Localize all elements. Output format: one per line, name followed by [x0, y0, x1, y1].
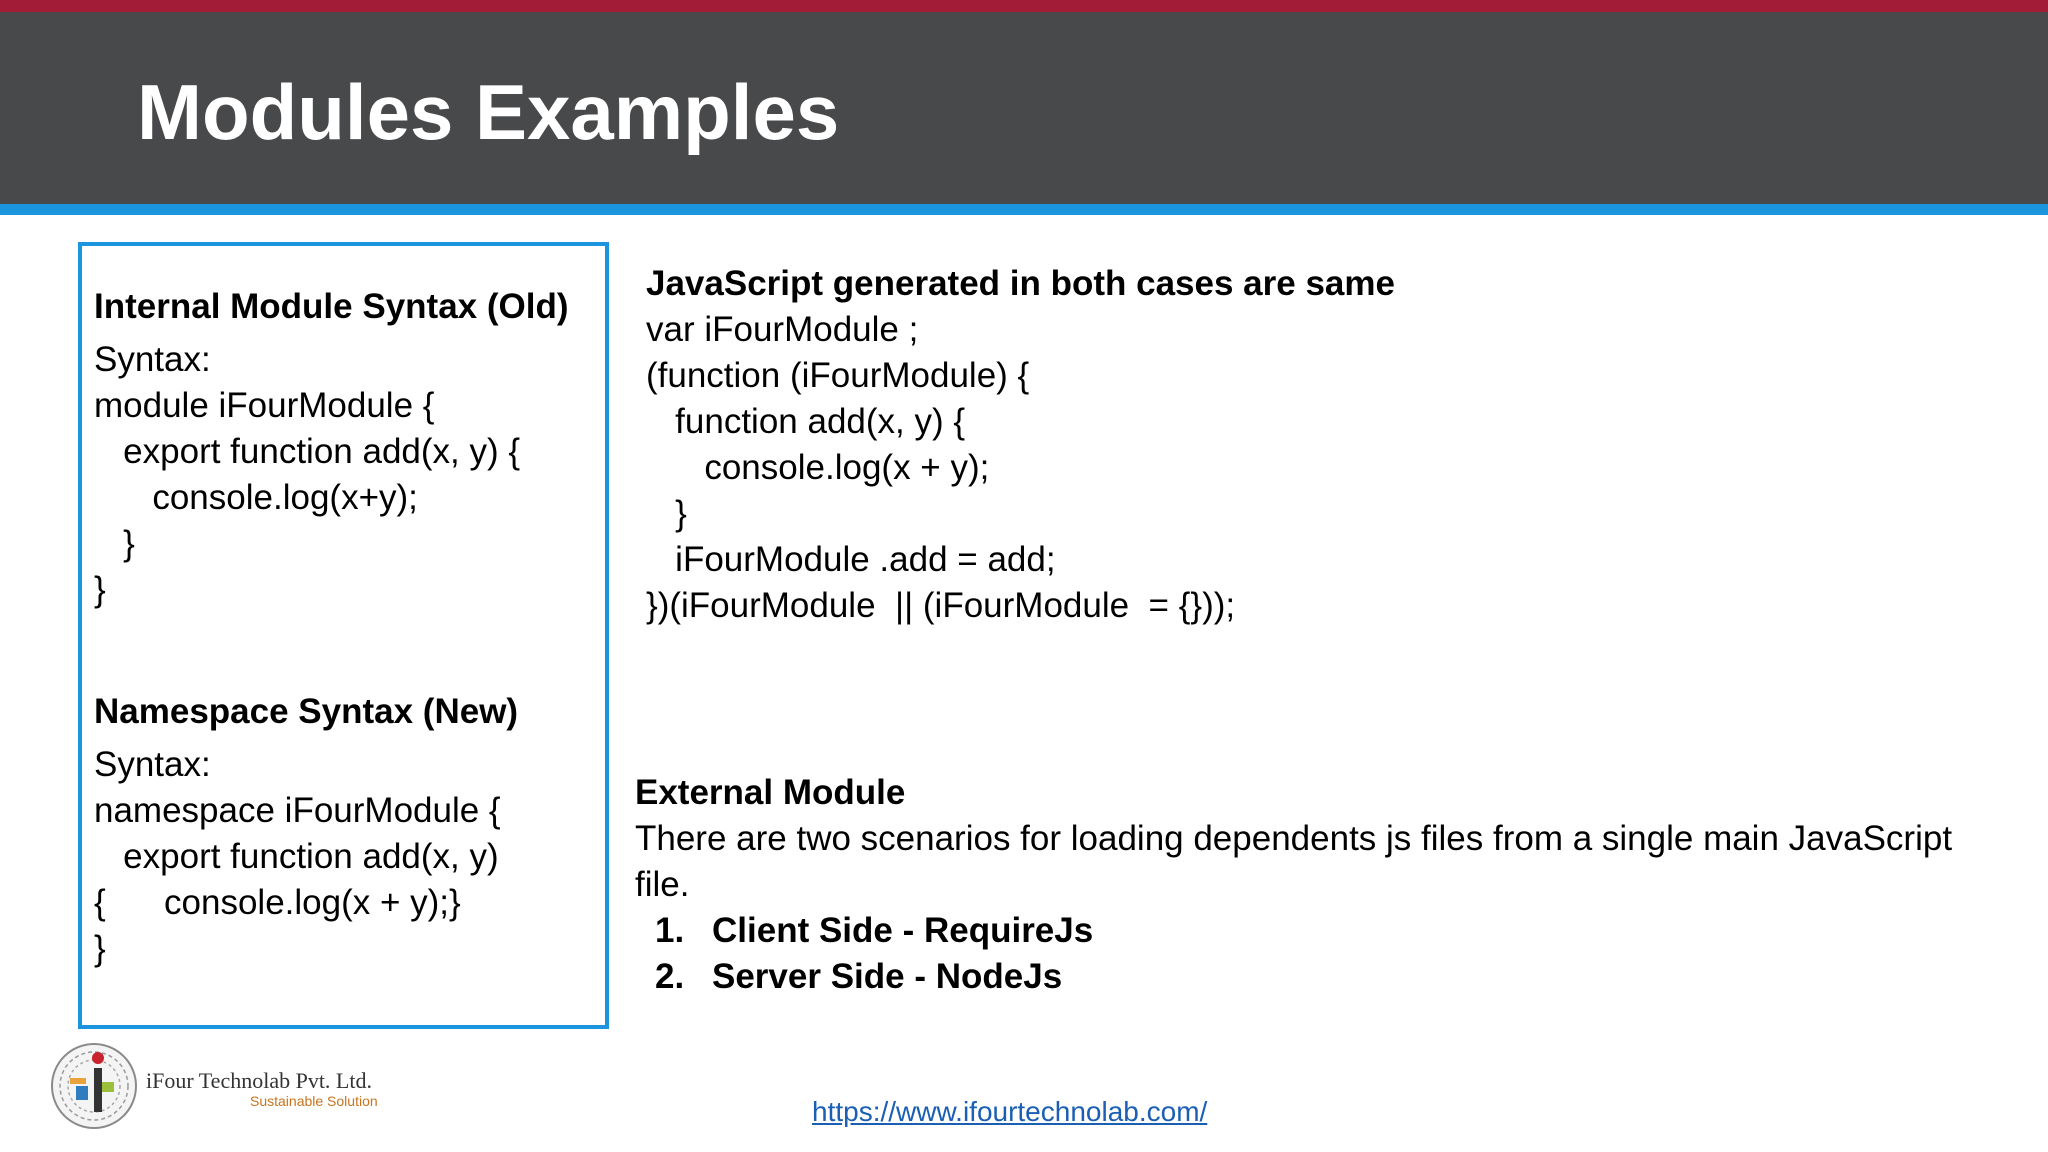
external-module-description: There are two scenarios for loading dependents js files from a single main JavaScript: [635, 819, 1953, 858]
code-line: console.log(x+y);: [94, 478, 418, 517]
external-module-description-cont: file.: [635, 865, 690, 904]
website-link[interactable]: https://www.ifourtechnolab.com/: [812, 1096, 1208, 1127]
list-item-number: 2.: [655, 957, 685, 996]
code-line: namespace iFourModule {: [94, 791, 501, 830]
code-line: function add(x, y) {: [646, 402, 966, 441]
code-line: { console.log(x + y);}: [94, 883, 461, 922]
top-accent-bar: [0, 0, 2048, 12]
company-logo-icon: [50, 1042, 138, 1130]
code-line: }: [94, 929, 106, 968]
list-item-label: Server Side - NodeJs: [712, 957, 1063, 996]
slide-title: Modules Examples: [137, 68, 840, 156]
code-line: }: [646, 494, 687, 533]
company-name: iFour Technolab Pvt. Ltd.: [146, 1068, 372, 1093]
internal-module-heading: Internal Module Syntax (Old): [94, 287, 569, 326]
code-line: Syntax:: [94, 745, 211, 784]
code-line: var iFourModule ;: [646, 310, 919, 349]
code-line: (function (iFourModule) {: [646, 356, 1030, 395]
generated-js-heading: JavaScript generated in both cases are same: [646, 264, 1395, 303]
company-tagline: Sustainable Solution: [250, 1093, 378, 1109]
namespace-heading: Namespace Syntax (New): [94, 692, 519, 731]
code-line: }: [94, 570, 106, 609]
code-line: module iFourModule {: [94, 386, 435, 425]
code-line: iFourModule .add = add;: [646, 540, 1056, 579]
code-line: export function add(x, y) {: [94, 432, 521, 471]
list-item-number: 1.: [655, 911, 685, 950]
external-module-heading: External Module: [635, 773, 906, 812]
banner-underline: [0, 204, 2048, 215]
code-line: console.log(x + y);: [646, 448, 990, 487]
list-item-label: Client Side - RequireJs: [712, 911, 1094, 950]
code-line: Syntax:: [94, 340, 211, 379]
code-line: export function add(x, y): [94, 837, 499, 876]
code-line: }: [94, 524, 135, 563]
code-line: })(iFourModule || (iFourModule = {}));: [646, 586, 1236, 625]
